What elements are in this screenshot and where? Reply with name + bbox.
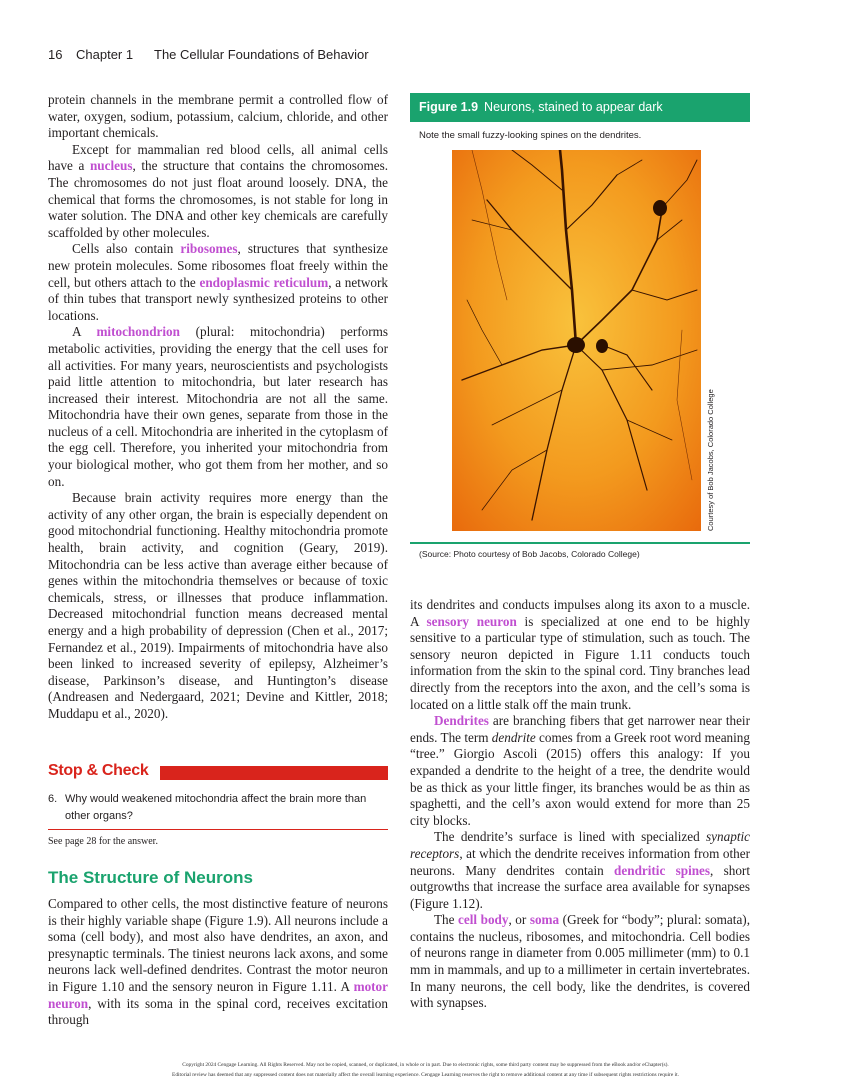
paragraph: Because brain activity requires more energy than the activity of any other organ, the brain is especially dependent on good mitochondrial functioning. Healthy mitochondria promote health, brain activity, and cognition (Geary, 2019). Mitochondria can be less active than average either because of genes within the mitochondria themselves or because of toxic chemicals, stress, or illnesses that produce inflammation. Decreased mitochondrial function means decreased mental energy and a high probability of depression (Chen et al., 2017; Fernandez et al., 2019). Impairments of mitochondria have also been linked to increased severity of epilepsy, Alzheimer’s disease, Parkinson’s disease, and Huntington’s disease (Andreasen and Nedergaard, 2021; Devine and Kittler, 2018; Muddapu et al., 2020). [48, 490, 388, 721]
paragraph: Dendrites are branching fibers that get narrower near their ends. The term dendrite comes from a Greek root word meaning “tree.” Giorgio Ascoli (2015) offers this analogy: If you expanded a dendrite to the height of a tree, the dendrite would be as thick as your little finger, its branches would be as thin as spaghetti, and the cell’s axon would extend for more than 25 city blocks. [410, 713, 750, 828]
question-text: Why would weakened mitochondria affect the brain more than other organs? [65, 793, 367, 822]
neuron-image [452, 150, 701, 531]
figure-title: Neurons, stained to appear dark [484, 100, 663, 114]
page-number: 16 [48, 47, 63, 62]
paragraph: A mitochondrion (plural: mitochondria) performs metabolic activities, providing the energy that the cell uses for all activities. For many years, neuroscientists and psychologists paid little attention to mitochondria, but later research has increased their interest. Mitochondria are not all the same. Mitochondria have their own genes, separate from those in the nucleus of a cell. Mitochondria are inherited in the cytoplasm of the egg cell. Therefore, you inherited your mitochondria from your biological mother, who got them from her mother, and so on. [48, 324, 388, 489]
paragraph: The cell body, or soma (Greek for “body”; plural: somata), contains the nucleus, ribosomes, and mitochondria. Cell bodies of neurons range in diameter from 0.005 millimeter (mm) to 0.1 mm in mammals, and up to a millimeter in certain invertebrates. In many neurons, the cell body, like the dendrites, is covered with synapses. [410, 912, 750, 1011]
photo-credit: Courtesy of Bob Jacobs, Colorado College [706, 389, 715, 531]
section-text [48, 896, 388, 1029]
paragraph: its dendrites and conducts impulses along its axon to a muscle. A sensory neuron is specialized at one end to be highly sensitive to a particular type of stimulation, such as touch. The sensory neuron depicted in Figure 1.11 conducts touch information from the skin to the spinal cord. Tiny branches lead directly from the receptors into the axon, and the cell’s soma is located on a little stalk off the main trunk. [410, 597, 751, 712]
key-term-nucleus[interactable]: nucleus [89, 158, 133, 174]
key-term-dendritic-spines[interactable]: dendritic spines [614, 862, 711, 878]
chapter-label: Chapter 1 [76, 47, 134, 62]
answer-reference: See page 28 for the answer. [48, 836, 158, 847]
paragraph: protein channels in the membrane permit a controlled flow of water, oxygen, sodium, potassium, calcium, chloride, and other important chemicals. [48, 92, 388, 141]
key-term-soma[interactable]: soma [529, 912, 560, 928]
figure-rule [410, 542, 750, 544]
chapter-title: The Cellular Foundations of Behavior [154, 47, 369, 62]
key-term-ribosomes[interactable]: ribosomes [180, 241, 238, 257]
paragraph: Except for mammalian red blood cells, all animal cells have a nucleus, the structure that contains the chromosomes. The chromosomes do not just float around loosely. DNA, the chemical that forms the chromosomes, is not stable for long in water solution. The DNA and other key chemicals are carefully scaffolded by other molecules. [48, 141, 388, 240]
key-term-dendrites[interactable]: Dendrites [434, 713, 489, 729]
question-number: 6. [48, 793, 58, 805]
figure-note: Note the small fuzzy-looking spines on the dendrites. [419, 130, 642, 141]
figure-label: Figure 1.9 [419, 100, 479, 114]
copyright-line-2: Editorial review has deemed that any suppressed content does not materially affect the overall learning experience. Cengage Learning reserves the right to remove additional content at any time if subsequent rights restrictions require it. [172, 1072, 679, 1078]
key-term-endoplasmic-reticulum[interactable]: endoplasmic reticulum [199, 274, 329, 290]
figure-caption-bar [410, 93, 750, 122]
stop-check-heading: Stop & Check [48, 762, 149, 779]
left-column-text [48, 92, 388, 723]
right-column-text [410, 597, 750, 1012]
section-heading: The Structure of Neurons [48, 868, 253, 887]
figure-source: (Source: Photo courtesy of Bob Jacobs, Colorado College) [419, 549, 640, 559]
stop-check-rule [48, 829, 388, 830]
stop-check-bar [160, 766, 388, 780]
paragraph: Compared to other cells, the most distinctive feature of neurons is their highly variable shape (Figure 1.9). All neurons include a soma (cell body), and most also have dendrites, an axon, and presynaptic terminals. The tiniest neurons lack axons, and some neurons lack well-defined dendrites. Contrast the motor neuron in Figure 1.10 and the sensory neuron in Figure 1.11. A motor neuron, with its soma in the spinal cord, receives excitation through [48, 896, 388, 1028]
copyright-line-1: Copyright 2024 Cengage Learning. All Rights Reserved. May not be copied, scanned, or duplicated, in whole or in part. Due to electronic rights, some third party content may be suppressed from the eBook and/or eChapter(s). [182, 1062, 669, 1068]
paragraph: Cells also contain ribosomes, structures that synthesize new protein molecules. Some ribosomes float freely within the cell, but others attach to the endoplasmic reticulum, a network of thin tubes that transport newly synthesized proteins to other locations. [48, 241, 389, 323]
stop-check-question [48, 791, 378, 825]
key-term-mitochondrion[interactable]: mitochondrion [96, 324, 180, 340]
paragraph: The dendrite’s surface is lined with specialized synaptic receptors, at which the dendrite receives information from other neurons. Many dendrites contain dendritic spines, short outgrowths that increase the surface area available for synapses (Figure 1.12). [410, 829, 750, 911]
neuron-photo [452, 150, 701, 531]
key-term-sensory-neuron[interactable]: sensory neuron [426, 613, 517, 629]
key-term-cell-body[interactable]: cell body [458, 912, 509, 928]
key-term-motor-neuron[interactable]: motor neuron [48, 978, 388, 1011]
running-head [48, 47, 369, 62]
